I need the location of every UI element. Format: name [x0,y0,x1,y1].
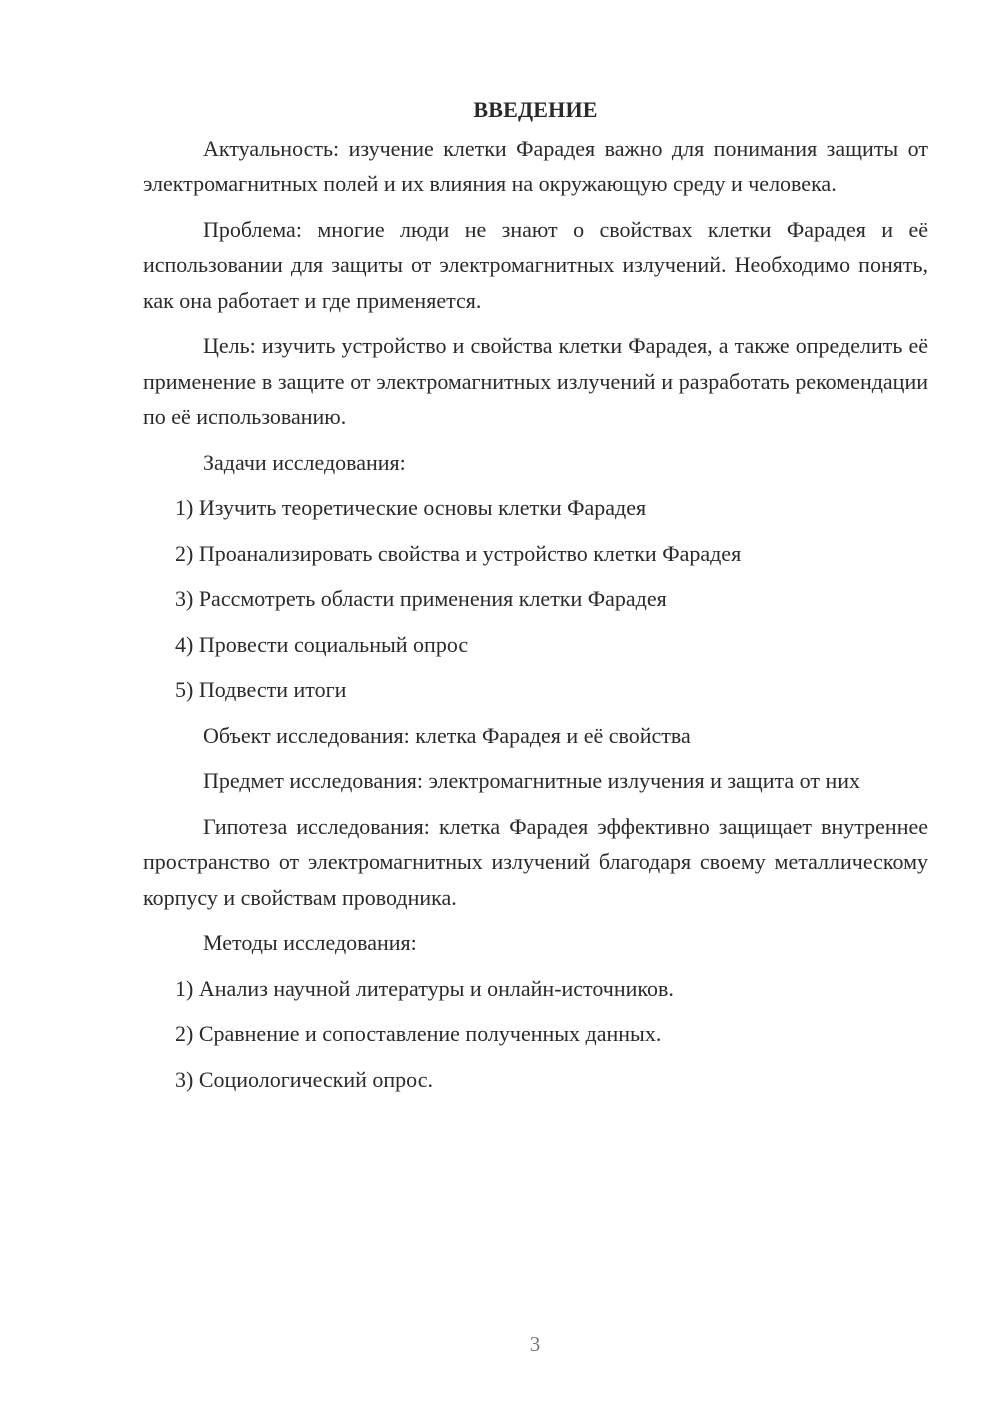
task-item: 2) Проанализировать свойства и устройство клетки Фарадея [175,540,742,566]
section-heading: ВВЕДЕНИЕ [473,97,598,122]
method-item: 1) Анализ научной литературы и онлайн-источников. [175,975,674,1001]
object-paragraph: Объект исследования: клетка Фарадея и её свойства [203,722,691,748]
method-item: 3) Социологический опрос. [175,1066,433,1092]
methods-title: Методы исследования: [203,930,417,955]
relevance-paragraph: Актуальность: изучение клетки Фарадея важно для понимания защиты от электромагнитных полей и их влияния на окружающую среду и человека. [143,135,928,196]
tasks-title: Задачи исследования: [203,449,406,475]
goal-paragraph: Цель: изучить устройство и свойства клетки Фарадея, а также определить её применение в защите от электромагнитных излучений и разработать рекомендации по её использованию. [143,333,928,429]
subject-paragraph: Предмет исследования: электромагнитные излучения и защита от них [203,768,861,793]
page-number: 3 [529,1332,541,1356]
task-item: 4) Провести социальный опрос [175,631,469,657]
task-item: 1) Изучить теоретические основы клетки Фарадея [175,495,647,520]
hypothesis-paragraph: Гипотеза исследования: клетка Фарадея эффективно защищает внутреннее пространство от электромагнитных излучений благодаря своему металлическому корпусу и свойствам проводника. [143,813,928,910]
problem-paragraph: Проблема: многие люди не знают о свойствах клетки Фарадея и её использовании для защиты от электромагнитных излучений. Необходимо понять, как она работает и где применяется. [143,216,928,313]
method-item: 2) Сравнение и сопоставление полученных данных. [175,1021,662,1046]
task-item: 5) Подвести итоги [175,677,347,702]
document-body [143,92,928,1107]
task-item: 3) Рассмотреть области применения клетки Фарадея [175,586,667,611]
